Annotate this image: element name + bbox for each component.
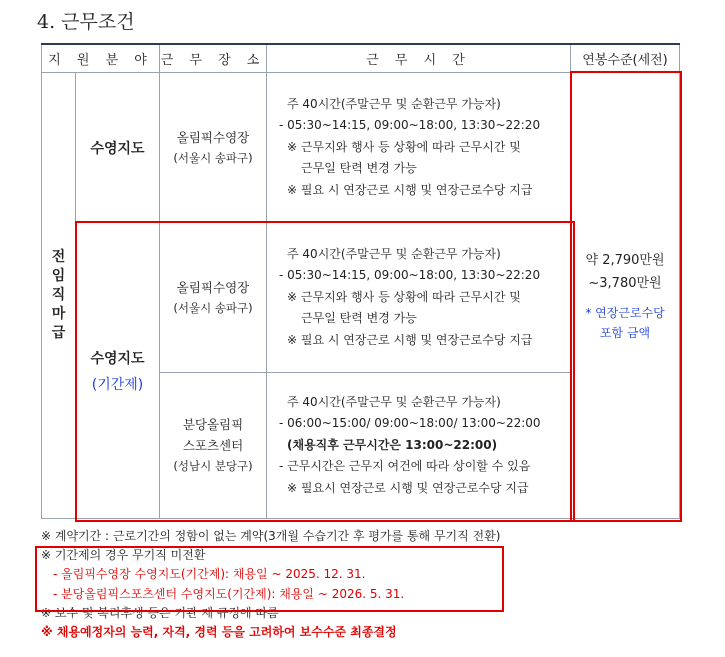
notes-section <box>41 527 500 642</box>
grade-cell: 전 임 직 마 급 <box>42 73 76 519</box>
salary-cell: 약 2,790만원 ~3,780만원 * 연장근로수당 포함 금액 <box>571 73 680 519</box>
note-final: ※ 채용예정자의 능력, 자격, 경력 등을 고려하여 보수수준 최종결정 <box>41 625 397 640</box>
hours-cell: 주 40시간(주말근무 및 순환근무 가능자) - 05:30~14:15, 09:00~18:00, 13:30~22:20 ※ 근무지와 행사 등 상황에 따라 근무시간 및 근무일 탄력 변경 가능 ※ 필요 시 연장근로 시행 및 연장근로수당 지급 <box>267 223 571 373</box>
note-temp-item-2: - 분당올림픽스포츠센터 수영지도(기간제): 채용일 ~ 2026. 5. 31. <box>53 586 405 601</box>
note-temp-item-1: - 올림픽수영장 수영지도(기간제): 채용일 ~ 2025. 12. 31. <box>53 567 366 582</box>
region-cell-temp: 수영지도 (기간제) <box>76 223 160 519</box>
header-location: 근 무 장 소 <box>160 44 267 73</box>
table-row <box>42 73 680 223</box>
place-cell: 올림픽수영장 (서울시 송파구) <box>160 73 267 223</box>
place-cell: 올림픽수영장 (서울시 송파구) <box>160 223 267 373</box>
hours-cell: 주 40시간(주말근무 및 순환근무 가능자) - 06:00~15:00/ 09:00~18:00/ 13:00~22:00 (채용직후 근무시간은 13:00~22:00) - 근무시간은 근무지 여건에 따라 상이할 수 있음 ※ 필요시 연장근로 시행 및 연장근로수당 지급 <box>267 373 571 519</box>
region-cell: 수영지도 <box>76 73 160 223</box>
note-welfare: ※ 보수 및 복리후생 등은 기관 제 규정에 따름 <box>41 605 279 620</box>
place-cell: 분당올림픽 스포츠센터 (성남시 분당구) <box>160 373 267 519</box>
header-hours: 근 무 시 간 <box>267 44 571 73</box>
header-salary: 연봉수준(세전) <box>571 44 680 73</box>
table-header-row <box>42 44 680 73</box>
hours-cell: 주 40시간(주말근무 및 순환근무 가능자) - 05:30~14:15, 09:00~18:00, 13:30~22:20 ※ 근무지와 행사 등 상황에 따라 근무시간 및 근무일 탄력 변경 가능 ※ 필요 시 연장근로 시행 및 연장근로수당 지급 <box>267 73 571 223</box>
header-field: 지 원 분 야 <box>42 44 160 73</box>
work-conditions-table <box>41 43 680 519</box>
note-contract: ※ 계약기간 : 근로기간의 정함이 없는 계약(3개월 수습기간 후 평가를 통해 무기직 전환) <box>41 529 501 543</box>
note-temp-title: ※ 기간제의 경우 무기직 미전환 <box>41 548 206 563</box>
section-title: 4. 근무조건 <box>37 11 135 33</box>
